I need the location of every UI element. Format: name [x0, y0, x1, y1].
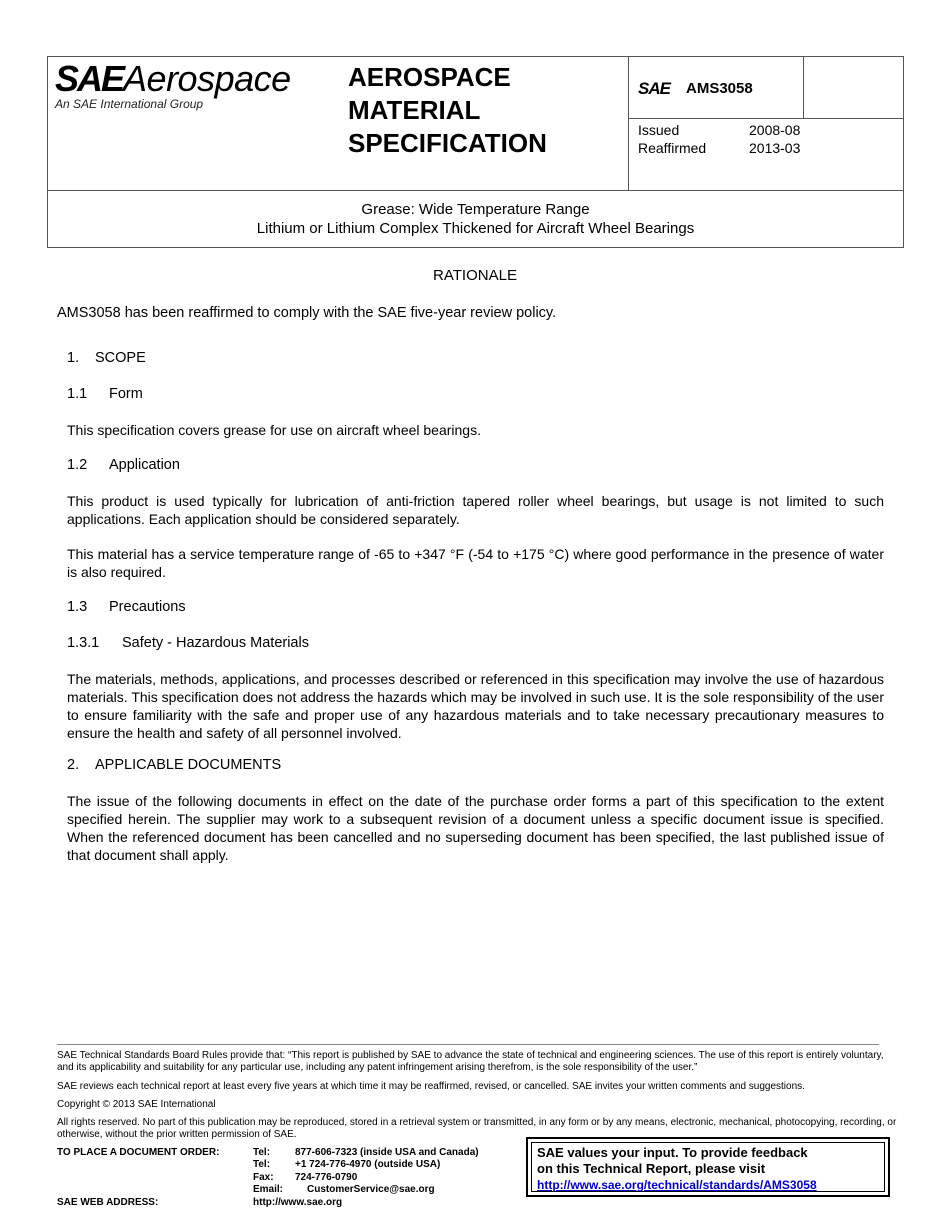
- paragraph-form: This specification covers grease for use on aircraft wheel bearings.: [67, 422, 481, 438]
- feedback-link[interactable]: http://www.sae.org/technical/standards/AMS3058: [537, 1178, 817, 1192]
- web-address[interactable]: http://www.sae.org: [253, 1197, 343, 1208]
- order-label: TO PLACE A DOCUMENT ORDER:: [57, 1147, 220, 1158]
- spec-title-line: AEROSPACE: [348, 62, 511, 92]
- subject-line: Lithium or Lithium Complex Thickened for Aircraft Wheel Bearings: [256, 220, 695, 237]
- section-heading-1: 1. SCOPE: [67, 350, 146, 366]
- sae-mini-logo: SAE: [638, 79, 670, 98]
- contact-key: Email:: [253, 1184, 284, 1195]
- header-top-row: [48, 57, 903, 191]
- paragraph-applicable-documents: The issue of the following documents in effect on the date of the purchase order forms a part of this specification to the extent specified herein. The supplier may work to a subsequent revision of a document unless a specific document issue is specified. When the referenced document has been cancelled and no superseding document has been specified, the last published issue of that document shall apply.: [67, 793, 884, 863]
- sae-aerospace-logo: [55, 58, 291, 111]
- logo-word: Aerospace: [123, 58, 291, 99]
- logo-tagline: An SAE International Group: [55, 97, 204, 111]
- paragraph-application-2: This material has a service temperature range of -65 to +347 °F (-54 to +175 °C) where good performance in the presence of water is also required.: [67, 546, 884, 580]
- spec-title-line: SPECIFICATION: [348, 128, 547, 158]
- footer-copyright: Copyright © 2013 SAE International: [57, 1099, 216, 1110]
- logo-brand: SAE: [55, 58, 124, 99]
- contact-value: +1 724-776-4970 (outside USA): [295, 1159, 441, 1170]
- feedback-line: SAE values your input. To provide feedback: [537, 1145, 808, 1160]
- document-number: AMS3058: [686, 80, 753, 97]
- footer-rules-text: SAE Technical Standards Board Rules provide that: “This report is published by SAE to advance the state of technical and engineering sciences. The use of this report is entirely voluntary, and its applicability and suitability for any particular use, including any patent infringement arising therefrom, is the sole responsibility of the user.”: [57, 1050, 884, 1073]
- contact-key: Fax:: [253, 1172, 274, 1183]
- contact-value: 877-606-7323 (inside USA and Canada): [295, 1147, 479, 1158]
- section-heading-1-3: 1.3 Precautions: [67, 599, 186, 615]
- footer-rights-text: All rights reserved. No part of this publication may be reproduced, stored in a retrieval system or transmitted, in any form or by any means, electronic, mechanical, photocopying, recording, or otherwise, without the prior written permission of SAE.: [57, 1117, 897, 1140]
- issued-label: Issued: [638, 122, 680, 138]
- web-label: SAE WEB ADDRESS:: [57, 1197, 159, 1208]
- contact-value: CustomerService@sae.org: [307, 1184, 435, 1195]
- document-dates: [638, 121, 800, 157]
- spec-title-line: MATERIAL: [348, 95, 481, 125]
- spec-title: [348, 61, 547, 160]
- footer-divider: [57, 1044, 879, 1045]
- doc-code-cell: [629, 57, 804, 118]
- issued-date: 2008-08: [749, 122, 801, 138]
- paragraph-application-1: This product is used typically for lubrication of anti-friction tapered roller wheel bearings, but usage is not limited to such applications. Each application should be considered separately.: [67, 493, 884, 527]
- document-subject: [48, 200, 903, 238]
- contact-key: Tel:: [253, 1159, 271, 1170]
- document-header: [47, 56, 904, 248]
- rationale-text: AMS3058 has been reaffirmed to comply with the SAE five-year review policy.: [57, 305, 557, 321]
- doc-code-row: [629, 57, 904, 119]
- contact-key: Tel:: [253, 1147, 271, 1158]
- reaffirmed-date: 2013-03: [749, 140, 801, 156]
- reaffirmed-label: Reaffirmed: [638, 140, 707, 156]
- section-heading-1-1: 1.1 Form: [67, 386, 143, 402]
- section-heading-1-3-1: 1.3.1 Safety - Hazardous Materials: [67, 635, 309, 651]
- rationale-heading: RATIONALE: [433, 267, 517, 284]
- footer-review-text: SAE reviews each technical report at least every five years at which time it may be reaffirmed, revised, or cancelled. SAE invites your written comments and suggestions.: [57, 1081, 805, 1092]
- document-id-box: [628, 57, 904, 190]
- feedback-box: [526, 1137, 890, 1197]
- subject-line: Grease: Wide Temperature Range: [361, 201, 590, 218]
- feedback-line: on this Technical Report, please visit: [537, 1161, 766, 1176]
- paragraph-hazardous-materials: The materials, methods, applications, and processes described or referenced in this specification may involve the use of hazardous materials. This specification does not address the hazards which may be involved in such use. It is the sole responsibility of the user to ensure familiarity with the safe and proper use of any hazardous materials and to take necessary precautionary measures to ensure the health and safety of all personnel involved.: [67, 671, 884, 741]
- section-heading-1-2: 1.2 Application: [67, 457, 180, 473]
- section-heading-2: 2. APPLICABLE DOCUMENTS: [67, 757, 282, 773]
- contact-value: 724-776-0790: [295, 1172, 358, 1183]
